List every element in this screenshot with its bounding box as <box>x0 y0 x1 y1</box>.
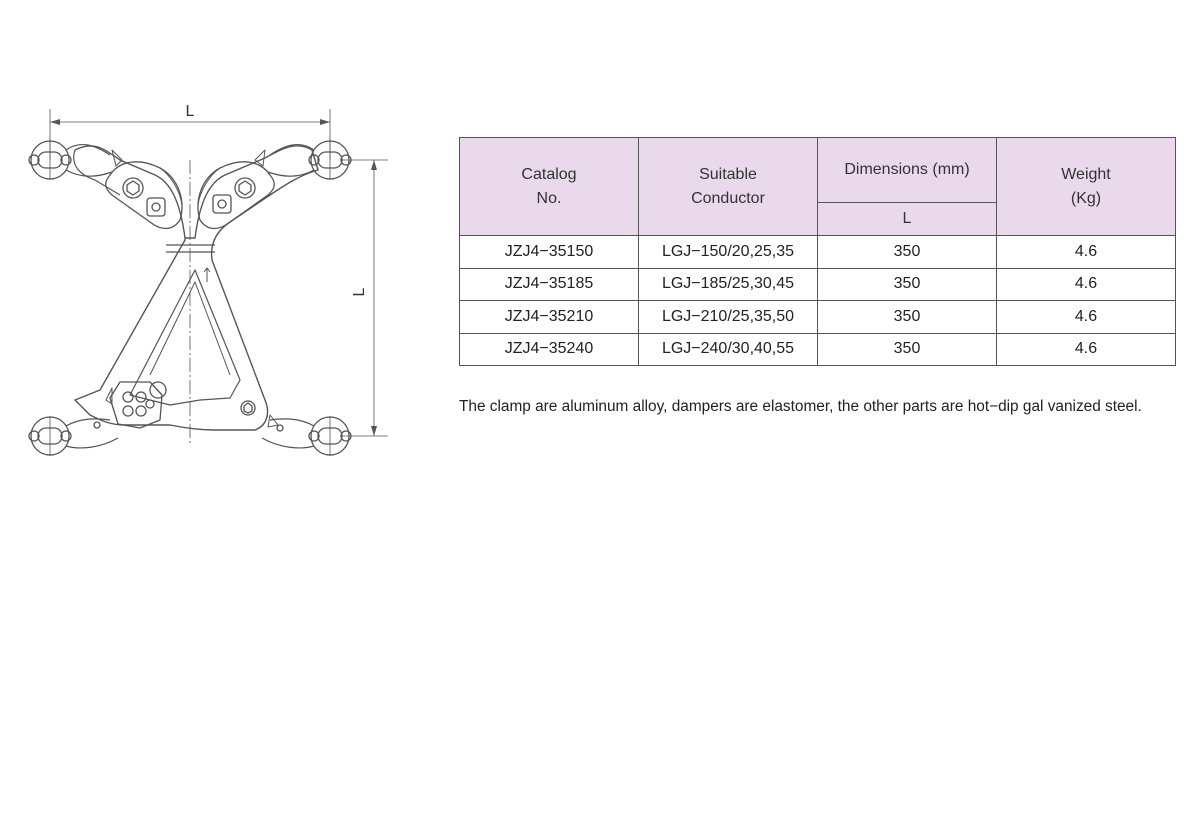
cell-length: 350 <box>818 236 997 269</box>
cell-conductor: LGJ−210/25,35,50 <box>639 301 818 334</box>
cell-length: 350 <box>818 333 997 366</box>
cell-length: 350 <box>818 301 997 334</box>
header-dimensions: Dimensions (mm) <box>818 138 997 203</box>
spec-table <box>459 137 1176 366</box>
clamp-top-left <box>29 140 71 180</box>
cell-conductor: LGJ−185/25,30,45 <box>639 268 818 301</box>
header-catalog <box>460 138 639 236</box>
table-row <box>460 268 1176 301</box>
header-catalog-line1: Catalog <box>521 165 577 183</box>
cell-weight: 4.6 <box>997 333 1176 366</box>
cell-weight: 4.6 <box>997 268 1176 301</box>
header-weight-line1: Weight <box>1061 165 1111 183</box>
cell-catalog: JZJ4−35185 <box>460 268 639 301</box>
cell-conductor: LGJ−150/20,25,35 <box>639 236 818 269</box>
table-row <box>460 333 1176 366</box>
table-row <box>460 236 1176 269</box>
cell-conductor: LGJ−240/30,40,55 <box>639 333 818 366</box>
cell-catalog: JZJ4−35150 <box>460 236 639 269</box>
header-conductor-line2: Conductor <box>691 189 765 207</box>
cell-catalog: JZJ4−35210 <box>460 301 639 334</box>
header-weight-line2: (Kg) <box>1070 189 1102 207</box>
header-weight <box>997 138 1176 236</box>
cell-length: 350 <box>818 268 997 301</box>
frame-body <box>74 146 318 430</box>
top-dimension-label: L <box>185 103 195 120</box>
cell-catalog: JZJ4−35240 <box>460 333 639 366</box>
material-note: The clamp are aluminum alloy, dampers are elastomer, the other parts are hot−dip gal vanized steel. <box>459 398 1142 415</box>
clamp-bottom-left <box>29 416 71 456</box>
top-dimension <box>50 103 330 160</box>
cell-weight: 4.6 <box>997 236 1176 269</box>
header-dimensions-l: L <box>818 203 997 236</box>
table-row <box>460 301 1176 334</box>
side-dimension-label: L <box>351 287 368 297</box>
spacer-damper-drawing <box>0 0 400 480</box>
cell-weight: 4.6 <box>997 301 1176 334</box>
header-conductor-line1: Suitable <box>699 165 757 183</box>
header-catalog-line2: No. <box>536 189 562 207</box>
side-dimension <box>342 160 388 436</box>
header-conductor <box>639 138 818 236</box>
